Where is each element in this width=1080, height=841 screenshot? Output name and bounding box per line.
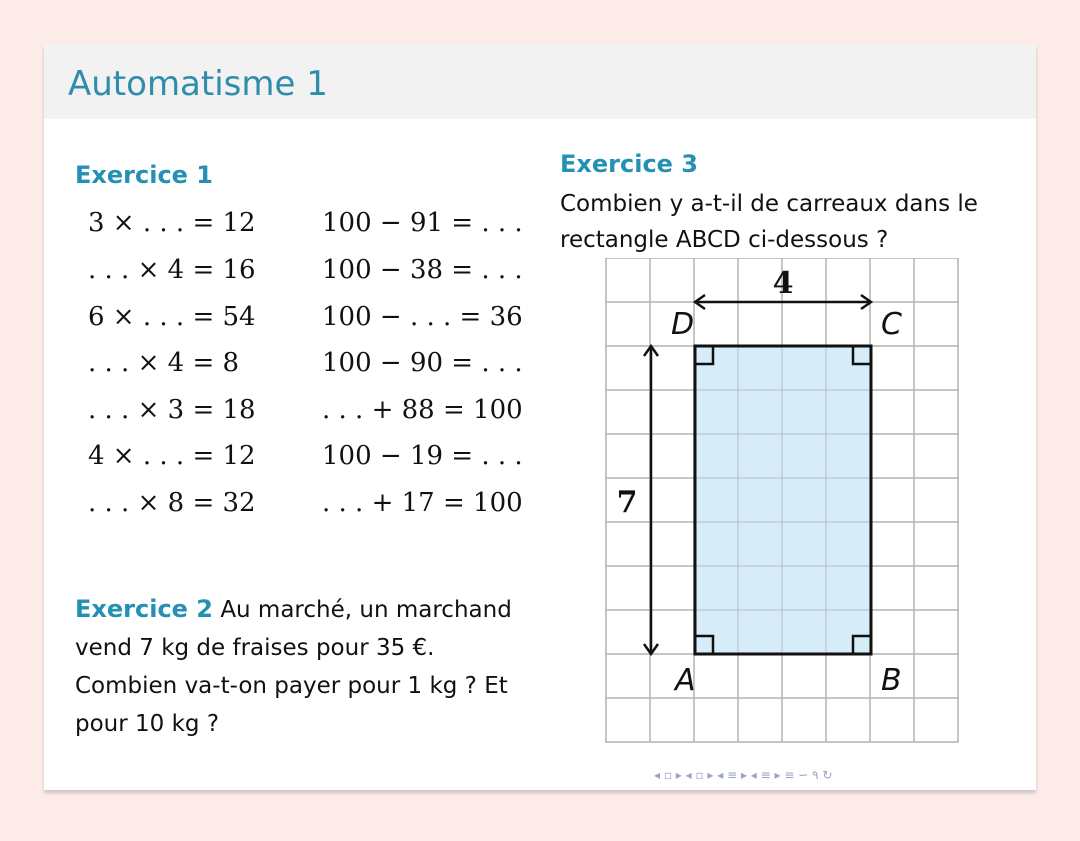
exercise1-left-item: 3 × . . . = 12 [88, 208, 256, 238]
frame-header [44, 44, 1036, 119]
frame-title: Automatisme 1 [68, 64, 328, 104]
height-label: 7 [616, 485, 638, 520]
vertex-b-label: B [881, 663, 902, 698]
rectangle-abcd [695, 346, 871, 654]
exercise1-right-item: 100 − 90 = . . . [322, 348, 523, 378]
grid-rectangle-figure [605, 258, 961, 748]
vertex-a-label: A [675, 663, 696, 698]
exercise2 [75, 590, 525, 743]
vertex-c-label: C [881, 307, 902, 342]
exercise1-title: Exercice 1 [75, 161, 213, 189]
exercise1-left-item: . . . × 4 = 16 [88, 255, 256, 285]
height-arrow [644, 346, 658, 654]
exercise1-right-item: 100 − 19 = . . . [322, 441, 523, 471]
exercise1-left-item: . . . × 8 = 32 [88, 488, 256, 518]
exercise1-right-item: 100 − . . . = 36 [322, 302, 523, 332]
exercise1-right-item: 100 − 38 = . . . [322, 255, 523, 285]
exercise2-text: Au marché, un marchand vend 7 kg de fraises pour 35 €. Combien va-t-on payer pour 1 kg ? Et pour 10 kg ? [75, 597, 512, 737]
exercise1-left-item: 4 × . . . = 12 [88, 441, 256, 471]
exercise2-title: Exercice 2 [75, 595, 213, 623]
width-label: 4 [772, 266, 794, 301]
exercise1-right-item: . . . + 88 = 100 [322, 395, 523, 425]
slide [44, 44, 1036, 790]
exercise1-right-item: 100 − 91 = . . . [322, 208, 523, 238]
exercise3-title: Exercice 3 [560, 150, 698, 178]
exercise3-text: Combien y a-t-il de carreaux dans le rectangle ABCD ci-dessous ? [560, 191, 978, 253]
exercise1-left-item: 6 × . . . = 54 [88, 302, 256, 332]
exercise1-left-item: . . . × 4 = 8 [88, 348, 240, 378]
beamer-navigation-symbols[interactable]: ◂ ▫ ▸ ◂ ▫ ▸ ◂ ≡ ▸ ◂ ≡ ▸ ≡ ∽ ۹ ↻ [654, 768, 833, 782]
grid-overlay [605, 258, 959, 742]
exercise1-right-item: . . . + 17 = 100 [322, 488, 523, 518]
exercise1-left-item: . . . × 3 = 18 [88, 395, 256, 425]
vertex-d-label: D [671, 307, 695, 342]
